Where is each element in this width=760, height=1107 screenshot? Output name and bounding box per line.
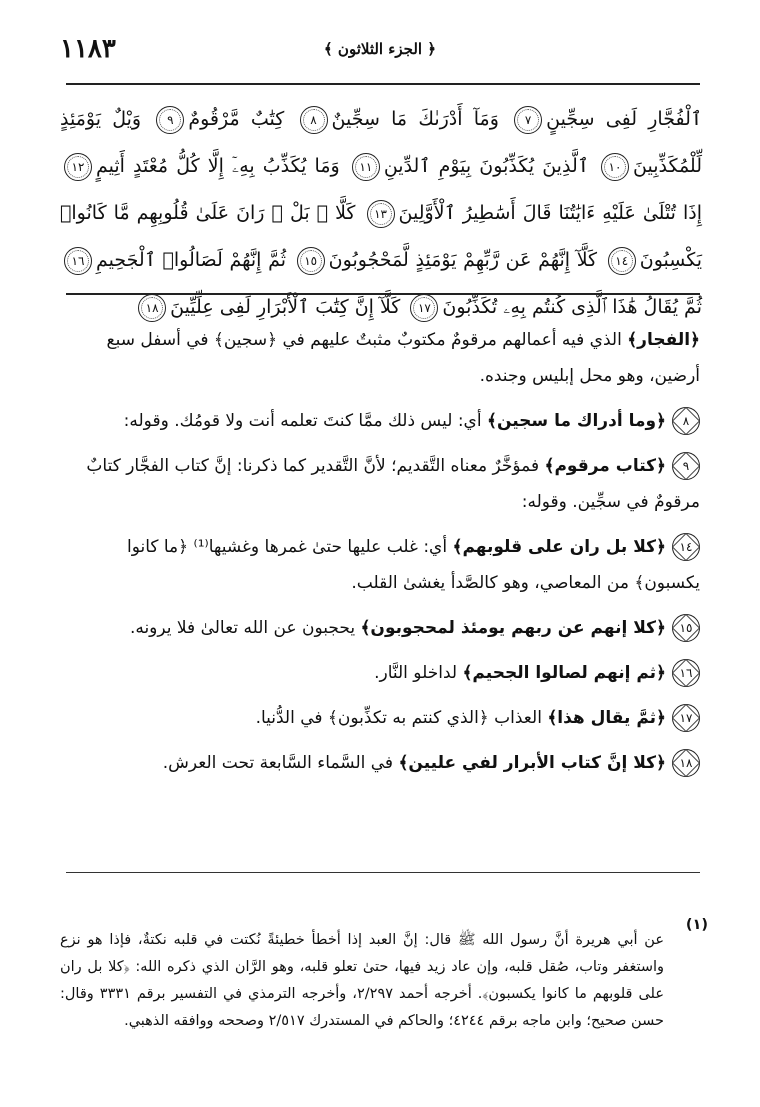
verse-text: ٱلْفُجَّارِ لَفِى سِجِّينٍ — [546, 108, 702, 130]
verse-text: كَلَّآ إِنَّهُمْ عَن رَّبِّهِمْ يَوْمَئِذٍ لَّمَحْجُوبُونَ — [328, 249, 598, 271]
commentary-text: لداخلو النَّار. — [374, 663, 463, 683]
verse-text: كَلَّآ إِنَّ كِتَٰبَ ٱلْأَبْرَارِ لَفِى عِلِّيِّينَ — [170, 296, 401, 318]
verse-text: وَيْلٌ يَوْمَئِذٍ لِّلْمُكَذِّبِينَ — [60, 108, 703, 177]
verse-badge: ١٧ — [672, 704, 700, 732]
verse-text: وَمَآ أَدْرَىٰكَ مَا سِجِّينٌ — [331, 108, 499, 130]
verses-rule — [66, 293, 700, 295]
verse-text: كَلَّا ۖ بَلْ ۜ رَانَ عَلَىٰ قُلُوبِهِم مَّا كَانُوا۟ يَكْسِبُونَ — [60, 202, 702, 271]
footnote-text: عن أبي هريرة أنَّ رسول الله ﷺ قال: إنَّ العبد إذا أخطأ خطيئةً نُكتت في قلبه نكتةٌ، فإذا هو نزع واستغفر وتاب، صُقل قلبه، وإن عاد زيد فيها، حتىٰ تعلو قلبه، وهو الرَّان الذي ذكره الله: ﴿كلا بل ران على قلوبهم ما كانوا يكسبون﴾. أخرجه أحمد ٢/٢٩٧، وأخرجه الترمذي في التفسير برقم ٣٣٣١ وقال: حسن صحيح؛ وابن ماجه برقم ٤٢٤٤؛ والحاكم في المستدرك ٢/٥١٧ وصححه ووافقه الذهبي. — [60, 931, 664, 1029]
commentary-text: فمؤخَّرٌ معناه التَّقديم؛ لأنَّ التَّقدير كما ذكرنا: إنَّ كتاب الفجَّار كتابٌ مرقومٌ في سجِّين. وقوله: — [86, 456, 700, 512]
footnote-rule — [66, 872, 700, 873]
commentary-text: الذي فيه أعمالهم مرقومٌ مكتوبٌ مثبتٌ عليهم في ﴿سجين﴾ في أسفل سبع أرضين، وهو محل إبليس وجنده. — [106, 330, 700, 386]
commentary-entry — [60, 403, 700, 439]
verse-badge: ٩ — [672, 452, 700, 480]
footnote-mark: (١) — [685, 917, 708, 933]
verse-number-marker: ١٣ — [367, 200, 395, 228]
verse-text: ثُمَّ إِنَّهُمْ لَصَالُوا۟ ٱلْجَحِيمِ — [96, 249, 287, 271]
verse-number-marker: ١٧ — [410, 294, 438, 322]
quoted-verse: ﴿ثمَّ يقال هذا﴾ — [547, 708, 666, 728]
commentary-entry — [60, 745, 700, 781]
commentary-text: أي: غلب عليها حتىٰ غمرها وغشيها⁽¹⁾ ﴿ما كانوا يكسبون﴾ من المعاصي، وهو كالصَّدأ يغشىٰ القلب. — [126, 537, 700, 593]
verse-text: ٱلَّذِينَ يُكَذِّبُونَ بِيَوْمِ ٱلدِّينِ — [383, 155, 589, 177]
verse-number-marker: ١٤ — [608, 247, 636, 275]
commentary-entry — [60, 610, 700, 646]
commentary-text: في السَّماء السَّابعة تحت العرش. — [162, 753, 399, 773]
commentary-entry — [60, 700, 700, 736]
verse-badge: ١٤ — [672, 533, 700, 561]
quoted-verse: ﴿كلا إنهم عن ربهم يومئذ لمحجوبون﴾ — [360, 618, 666, 638]
verse-badge: ١٦ — [672, 659, 700, 687]
commentary-block — [60, 322, 700, 790]
commentary-text: العذاب ﴿الذي كنتم به تكذِّبون﴾ في الدُّنيا. — [255, 708, 548, 728]
header-rule — [66, 83, 700, 85]
page-header — [60, 34, 700, 74]
verse-badge: ٨ — [672, 407, 700, 435]
verse-text: كِتَٰبٌ مَّرْقُومٌ — [188, 108, 285, 130]
verse-number-marker: ١٦ — [64, 247, 92, 275]
verse-number-marker: ١٥ — [297, 247, 325, 275]
footnote — [60, 912, 708, 1049]
verse-number-marker: ٨ — [300, 106, 328, 134]
quoted-verse: ﴿كلا إنَّ كتاب الأبرار لفي عليين﴾ — [398, 753, 666, 773]
commentary-text: أي: ليس ذلك ممَّا كنتَ تعلمه أنت ولا قومُك. وقوله: — [123, 411, 487, 431]
verse-text: إِذَا تُتْلَىٰ عَلَيْهِ ءَايَٰتُنَا قَالَ أَسَٰطِيرُ ٱلْأَوَّلِينَ — [398, 202, 703, 224]
commentary-entry — [60, 448, 700, 520]
commentary-entry — [60, 322, 700, 394]
quoted-verse: ﴿كلا بل ران على قلوبهم﴾ — [452, 537, 666, 557]
verse-text: ثُمَّ يُقَالُ هَٰذَا ٱلَّذِى كُنتُم بِهِۦ تُكَذِّبُونَ — [442, 296, 702, 318]
running-head: ﴿ الجزء الثلاثون ﴾ — [323, 40, 437, 58]
page-number: ١١٨٣ — [60, 34, 116, 64]
commentary-entry — [60, 529, 700, 601]
quoted-verse: ﴿وما أدراك ما سجين﴾ — [486, 411, 666, 431]
verse-number-marker: ١٨ — [138, 294, 166, 322]
verse-badge: ١٥ — [672, 614, 700, 642]
commentary-entry — [60, 655, 700, 691]
verse-number-marker: ١٢ — [64, 153, 92, 181]
verse-number-marker: ٩ — [156, 106, 184, 134]
quran-verses-block — [60, 96, 702, 331]
quoted-verse: ﴿ثم إنهم لصالوا الجحيم﴾ — [462, 663, 666, 683]
verse-number-marker: ٧ — [514, 106, 542, 134]
verse-text: وَمَا يُكَذِّبُ بِهِۦٓ إِلَّا كُلُّ مُعْتَدٍ أَثِيمٍ — [96, 155, 340, 177]
verse-badge: ١٨ — [672, 749, 700, 777]
quoted-verse: ﴿كتاب مرقوم﴾ — [544, 456, 666, 476]
verse-number-marker: ١٠ — [601, 153, 629, 181]
verse-number-marker: ١١ — [352, 153, 380, 181]
commentary-text: يحجبون عن الله تعالىٰ فلا يرونه. — [129, 618, 361, 638]
quoted-verse: ﴿الفجار﴾ — [627, 330, 700, 350]
